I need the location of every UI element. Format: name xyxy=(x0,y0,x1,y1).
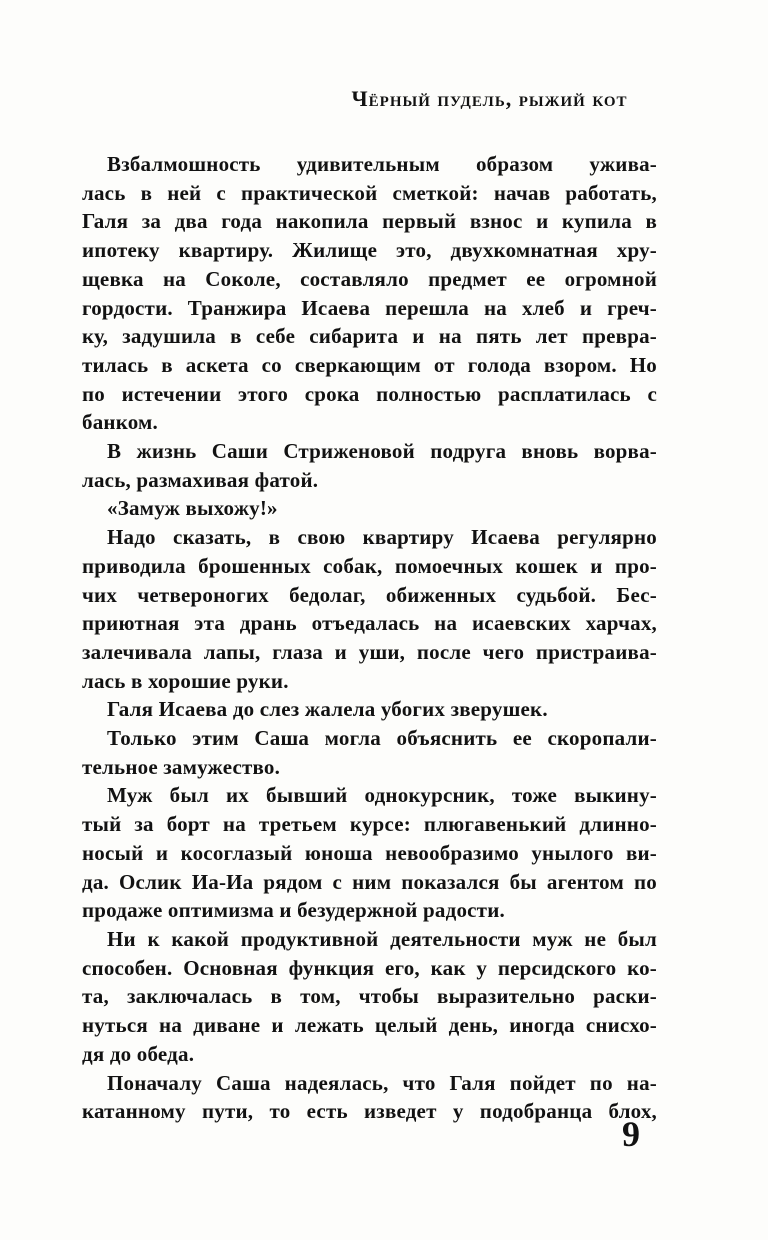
text-line: тилась в аскета со сверкающим от голода взором. Но xyxy=(82,352,657,377)
paragraph xyxy=(82,494,657,523)
text-line: Поначалу Саша надеялась, что Галя пойдет по на- xyxy=(107,1070,657,1095)
paragraph xyxy=(82,781,657,925)
text-line: гордости. Транжира Исаева перешла на хлеб и греч- xyxy=(82,295,657,320)
text-line: Галя за два года накопила первый взнос и купила в xyxy=(82,209,657,234)
paragraph xyxy=(82,695,657,724)
page-number: 9 xyxy=(622,1114,640,1154)
text-line: тый за борт на третьем курсе: плюгавенький длинно- xyxy=(82,812,657,837)
text-line: лась в ней с практической сметкой: начав работать, xyxy=(82,180,657,205)
text-line: «Замуж выхожу!» xyxy=(107,496,278,521)
text-line: дя до обеда. xyxy=(82,1041,195,1066)
text-line: В жизнь Саши Стриженовой подруга вновь ворва- xyxy=(107,439,657,464)
text-line: лась в хорошие руки. xyxy=(82,668,289,693)
text-line: Муж был их бывший однокурсник, тоже выкину- xyxy=(107,783,657,808)
text-line: да. Ослик Иа-Иа рядом с ним показался бы агентом по xyxy=(82,869,657,894)
text-line: ку, задушила в себе сибарита и на пять лет превра- xyxy=(82,324,657,349)
text-line: та, заключалась в том, чтобы выразительно раски- xyxy=(82,984,657,1009)
text-line: приводила брошенных собак, помоечных кошек и про- xyxy=(82,553,657,578)
text-line: приютная эта дрань отъедалась на исаевских харчах, xyxy=(82,611,657,636)
paragraph xyxy=(82,150,657,437)
text-line: носый и косоглазый юноша невообразимо унылого ви- xyxy=(82,840,657,865)
text-line: нуться на диване и лежать целый день, иногда снисхо- xyxy=(82,1013,657,1038)
text-line: Галя Исаева до слез жалела убогих зверушек. xyxy=(107,697,548,722)
text-line: Надо сказать, в свою квартиру Исаева регулярно xyxy=(107,525,657,550)
body-text xyxy=(82,150,657,1126)
text-line: Ни к какой продуктивной деятельности муж не был xyxy=(107,926,657,951)
paragraph xyxy=(82,925,657,1069)
text-line: по истечении этого срока полностью расплатилась с xyxy=(82,381,657,406)
text-line: продаже оптимизма и безудержной радости. xyxy=(82,898,505,923)
text-line: залечивала лапы, глаза и уши, после чего пристраива- xyxy=(82,639,657,664)
text-line: щевка на Соколе, составляло предмет ее огромной xyxy=(82,266,657,291)
text-line: ипотеку квартиру. Жилище это, двухкомнатная хру- xyxy=(82,238,657,263)
text-line: способен. Основная функция его, как у персидского ко- xyxy=(82,955,657,980)
paragraph xyxy=(82,523,657,695)
text-line: Только этим Саша могла объяснить ее скоропали- xyxy=(107,726,657,751)
running-head: Чёрный пудель, рыжий кот xyxy=(351,86,628,111)
text-line: катанному пути, то есть изведет у подобранца блох, xyxy=(82,1099,657,1124)
text-line: чих четвероногих бедолаг, обиженных судьбой. Бес- xyxy=(82,582,657,607)
paragraph xyxy=(82,437,657,494)
text-line: лась, размахивая фатой. xyxy=(82,467,319,492)
text-line: Взбалмошность удивительным образом ужива- xyxy=(107,152,657,176)
paragraph xyxy=(82,724,657,781)
text-line: банком. xyxy=(82,410,158,435)
text-line: тельное замужество. xyxy=(82,754,281,779)
